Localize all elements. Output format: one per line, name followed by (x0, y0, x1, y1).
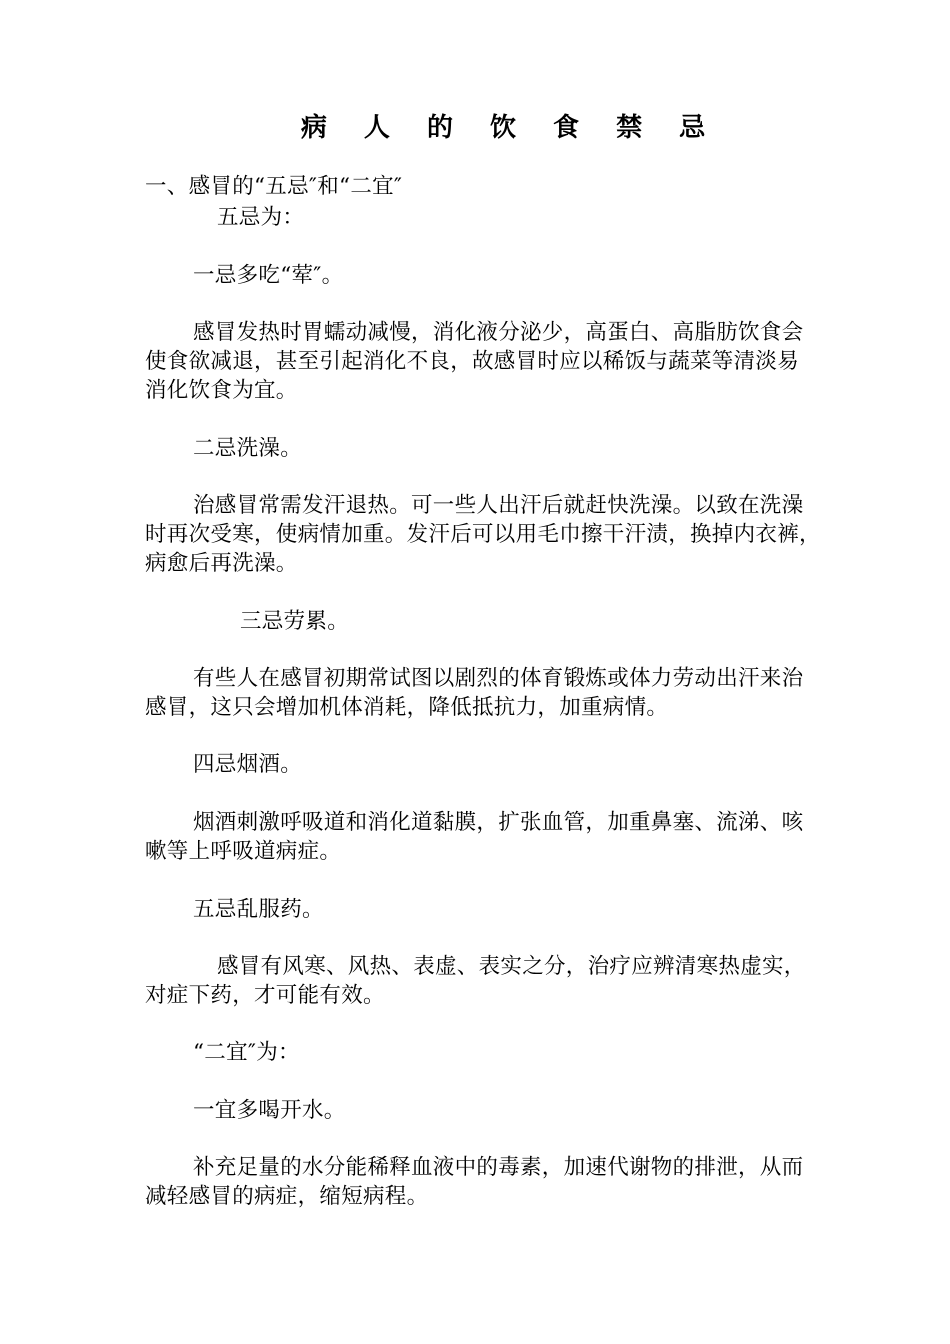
document-title: 病 人 的 饮 食 禁 忌 (300, 113, 720, 143)
paragraph-line: 治感冒常需发汗退热。可一些人出汗后就赶快洗澡。以致在洗澡 (193, 493, 804, 518)
item-heading: 四忌烟酒。 (193, 752, 303, 777)
subheading: “二宜″为： (193, 1040, 300, 1065)
item-heading: 三忌劳累。 (240, 609, 350, 634)
item-heading: 五忌乱服药。 (193, 897, 324, 922)
paragraph-line: 感冒发热时胃蠕动减慢，消化液分泌少，高蛋白、高脂肪饮食会 (193, 320, 804, 345)
paragraph-line: 使食欲减退，甚至引起消化不良，故感冒时应以稀饭与蔬菜等清淡易 (145, 349, 800, 374)
paragraph-line: 补充足量的水分能稀释血液中的毒素，加速代谢物的排泄，从而 (193, 1155, 804, 1180)
paragraph-line: 感冒，这只会增加机体消耗，降低抵抗力，加重病情。 (145, 695, 669, 720)
paragraph-line: 对症下药，才可能有效。 (145, 983, 385, 1008)
paragraph-line: 消化饮食为宜。 (145, 378, 298, 403)
paragraph-line: 有些人在感冒初期常试图以剧烈的体育锻炼或体力劳动出汗来治 (193, 666, 804, 691)
section-heading: 一、感冒的“五忌″和“二宜″ (145, 174, 403, 199)
paragraph-line: 病愈后再洗澡。 (145, 551, 298, 576)
paragraph-line: 烟酒刺激呼吸道和消化道黏膜，扩张血管，加重鼻塞、流涕、咳 (193, 810, 804, 835)
paragraph-line: 减轻感冒的病症，缩短病程。 (145, 1184, 429, 1209)
paragraph-line: 感冒有风寒、风热、表虚、表实之分，治疗应辨清寒热虚实， (217, 954, 806, 979)
item-heading: 一宜多喝开水。 (193, 1098, 346, 1123)
item-heading: 二忌洗澡。 (193, 436, 303, 461)
paragraph-line: 嗽等上呼吸道病症。 (145, 839, 342, 864)
item-heading: 一忌多吃“荤″。 (193, 263, 344, 288)
subheading: 五忌为： (217, 205, 305, 230)
paragraph-line: 时再次受寒，使病情加重。发汗后可以用毛巾擦干汗渍，换掉内衣裤， (145, 522, 821, 547)
